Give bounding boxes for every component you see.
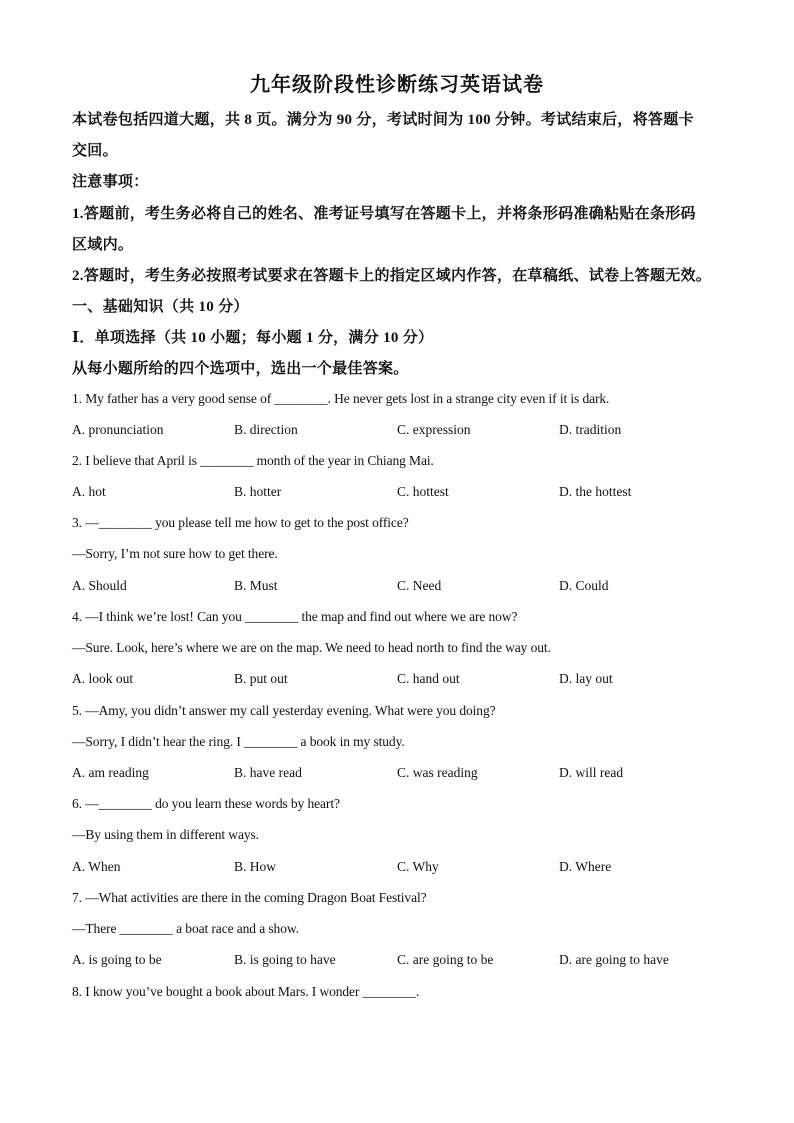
question-5-stem: 5. —Amy, you didn’t answer my call yesterday evening. What were you doing? bbox=[72, 703, 496, 718]
note-1-line-1: 1.答题前，考生务必将自己的姓名、准考证号填写在答题卡上，并将条形码准确粘贴在条形码 bbox=[72, 206, 696, 222]
part-heading: Ⅰ．单项选择（共 10 小题；每小题 1 分，满分 10 分） bbox=[72, 330, 434, 346]
question-5-option-d: D. will read bbox=[559, 765, 624, 780]
note-1-line-2: 区域内。 bbox=[72, 237, 134, 253]
question-5-option-c: C. was reading bbox=[397, 765, 478, 780]
question-3-option-c: C. Need bbox=[397, 578, 442, 593]
question-2-stem: 2. I believe that April is ________ month of the year in Chiang Mai. bbox=[72, 453, 434, 468]
question-1-option-b: B. direction bbox=[234, 422, 298, 437]
notes-heading: 注意事项： bbox=[72, 174, 149, 190]
question-2-option-c: C. hottest bbox=[397, 484, 449, 499]
question-6-option-c: C. Why bbox=[397, 859, 439, 874]
question-8-stem: 8. I know you’ve bought a book about Mars. I wonder ________. bbox=[72, 984, 420, 999]
section-heading: 一、基础知识（共 10 分） bbox=[72, 299, 249, 315]
question-5-option-b: B. have read bbox=[234, 765, 302, 780]
question-1-option-c: C. expression bbox=[397, 422, 471, 437]
question-6-stem: 6. —________ do you learn these words by heart? bbox=[72, 796, 340, 811]
question-1-option-a: A. pronunciation bbox=[72, 422, 164, 437]
question-4-option-a: A. look out bbox=[72, 671, 134, 686]
question-3-stem: 3. —________ you please tell me how to get to the post office? bbox=[72, 515, 409, 530]
intro-line-2: 交回。 bbox=[72, 143, 118, 159]
question-6-stem-2: —By using them in different ways. bbox=[72, 827, 259, 842]
question-4-stem-2: —Sure. Look, here’s where we are on the map. We need to head north to find the way out. bbox=[72, 640, 551, 655]
question-2-option-b: B. hotter bbox=[234, 484, 282, 499]
note-2: 2.答题时，考生务必按照考试要求在答题卡上的指定区域内作答，在草稿纸、试卷上答题无效。 bbox=[72, 268, 712, 284]
instruction: 从每小题所给的四个选项中，选出一个最佳答案。 bbox=[72, 361, 409, 377]
exam-title: 九年级阶段性诊断练习英语试卷 bbox=[250, 74, 544, 96]
question-2-option-d: D. the hottest bbox=[559, 484, 632, 499]
question-3-option-d: D. Could bbox=[559, 578, 609, 593]
intro-line-1: 本试卷包括四道大题，共 8 页。满分为 90 分，考试时间为 100 分钟。考试结束后，将答题卡 bbox=[72, 112, 694, 128]
question-1-stem: 1. My father has a very good sense of ________. He never gets lost in a strange city even if it is dark. bbox=[72, 391, 610, 406]
question-1-option-d: D. tradition bbox=[559, 422, 622, 437]
question-7-stem-2: —There ________ a boat race and a show. bbox=[72, 921, 299, 936]
question-5-stem-2: —Sorry, I didn’t hear the ring. I ________ a book in my study. bbox=[72, 734, 405, 749]
question-3-stem-2: —Sorry, I’m not sure how to get there. bbox=[72, 546, 278, 561]
question-3-option-a: A. Should bbox=[72, 578, 127, 593]
question-4-option-b: B. put out bbox=[234, 671, 288, 686]
question-4-stem: 4. —I think we’re lost! Can you ________ the map and find out where we are now? bbox=[72, 609, 518, 624]
question-7-option-c: C. are going to be bbox=[397, 952, 494, 967]
question-5-option-a: A. am reading bbox=[72, 765, 149, 780]
question-2-option-a: A. hot bbox=[72, 484, 106, 499]
question-7-option-a: A. is going to be bbox=[72, 952, 162, 967]
question-7-stem: 7. —What activities are there in the coming Dragon Boat Festival? bbox=[72, 890, 427, 905]
question-6-option-a: A. When bbox=[72, 859, 121, 874]
question-6-option-b: B. How bbox=[234, 859, 277, 874]
question-6-option-d: D. Where bbox=[559, 859, 612, 874]
question-7-option-b: B. is going to have bbox=[234, 952, 336, 967]
question-3-option-b: B. Must bbox=[234, 578, 278, 593]
question-7-option-d: D. are going to have bbox=[559, 952, 669, 967]
question-4-option-d: D. lay out bbox=[559, 671, 613, 686]
question-4-option-c: C. hand out bbox=[397, 671, 460, 686]
